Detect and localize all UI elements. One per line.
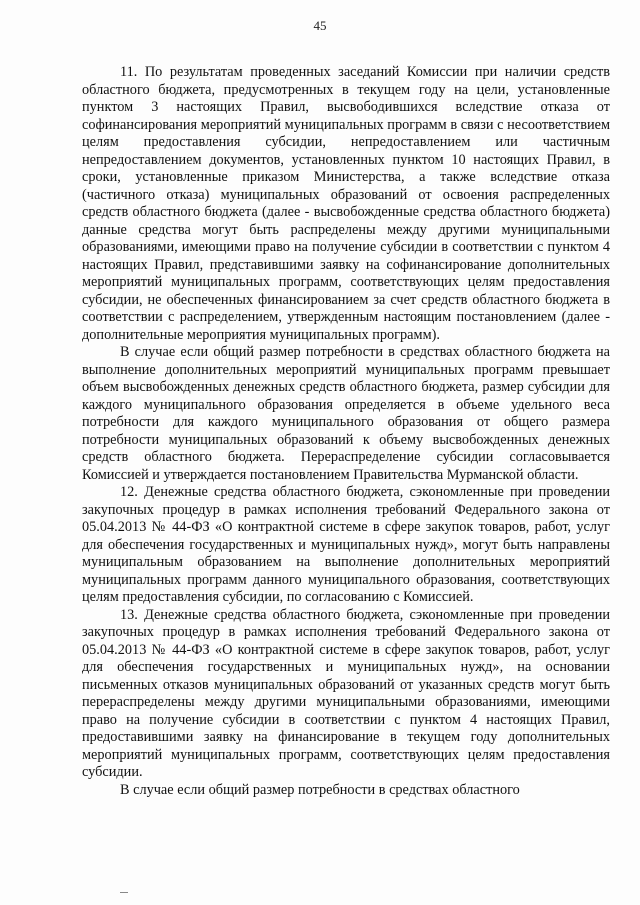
paragraph-11: 11. По результатам проведенных заседаний Комиссии при наличии средств областного бюджета, предусмотренных в текущем году на цели, установленные пунктом 3 настоящих Правил, высвободившихся вследствие отказа от софинансирования мероприятий муниципальных программ в связи с несоответствием целям предоставления субсидии, непредоставлением или частичным непредоставлением документов, установленных пунктом 10 настоящих Правил, в сроки, установленные приказом Министерства, а также вследствие отказа (частичного отказа) муниципальных образований от освоения распределенных средств областного бюджета (далее - высвобожденные средства областного бюджета) данные средства могут быть распределены между другими муниципальными образованиями, имеющими право на получение субсидии в соответствии с пунктом 4 настоящих Правил, представившими заявку на софинансирование дополнительных мероприятий муниципальных программ, соответствующих целям предоставления субсидии, не обеспеченных финансированием за счет средств областного бюджета в соответствии с распределением, утвержденным настоящим постановлением (далее - дополнительные мероприятия муниципальных программ).: [82, 64, 610, 343]
paragraph-11-continuation: В случае если общий размер потребности в средствах областного бюджета на выполнение дополнительных мероприятий муниципальных программ превышает объем высвобожденных денежных средств областного бюджета, размер субсидии для каждого муниципального образования определяется в объеме удельного веса потребности для каждого муниципального образования от общего размера потребности муниципальных образований к объему высвобожденных денежных средств областного бюджета. Перераспределение субсидии согласовывается Комиссией и утверждается постановлением Правительства Мурманской области.: [82, 344, 610, 483]
paragraph-12: 12. Денежные средства областного бюджета, сэкономленные при проведении закупочных процедур в рамках исполнения требований Федерального закона от 05.04.2013 № 44-ФЗ «О контрактной системе в сфере закупок товаров, работ, услуг для обеспечения государственных и муниципальных нужд», могут быть направлены муниципальным образованием на выполнение дополнительных мероприятий муниципальных программ данного муниципального образования, соответствующих целям предоставления субсидии, по согласованию с Комиссией.: [82, 484, 610, 605]
page-number: 45: [313, 18, 327, 33]
document-body: [82, 64, 610, 799]
paragraph-13: 13. Денежные средства областного бюджета, сэкономленные при проведении закупочных процедур в рамках исполнения требований Федерального закона от 05.04.2013 № 44-ФЗ «О контрактной системе в сфере закупок товаров, работ, услуг для обеспечения государственных и муниципальных нужд», на основании письменных отказов муниципальных образований от указанных средств могут быть перераспределены между другими муниципальными образованиями, имеющими право на получение субсидии в соответствии с пунктом 4 настоящих Правил, предоставившими заявку на финансирование в текущем году дополнительных мероприятий муниципальных программ, соответствующих целям предоставления субсидии.: [82, 606, 610, 780]
scan-artifact-mark: [120, 892, 128, 893]
paragraph-13-continuation: В случае если общий размер потребности в средствах областного: [120, 781, 520, 798]
